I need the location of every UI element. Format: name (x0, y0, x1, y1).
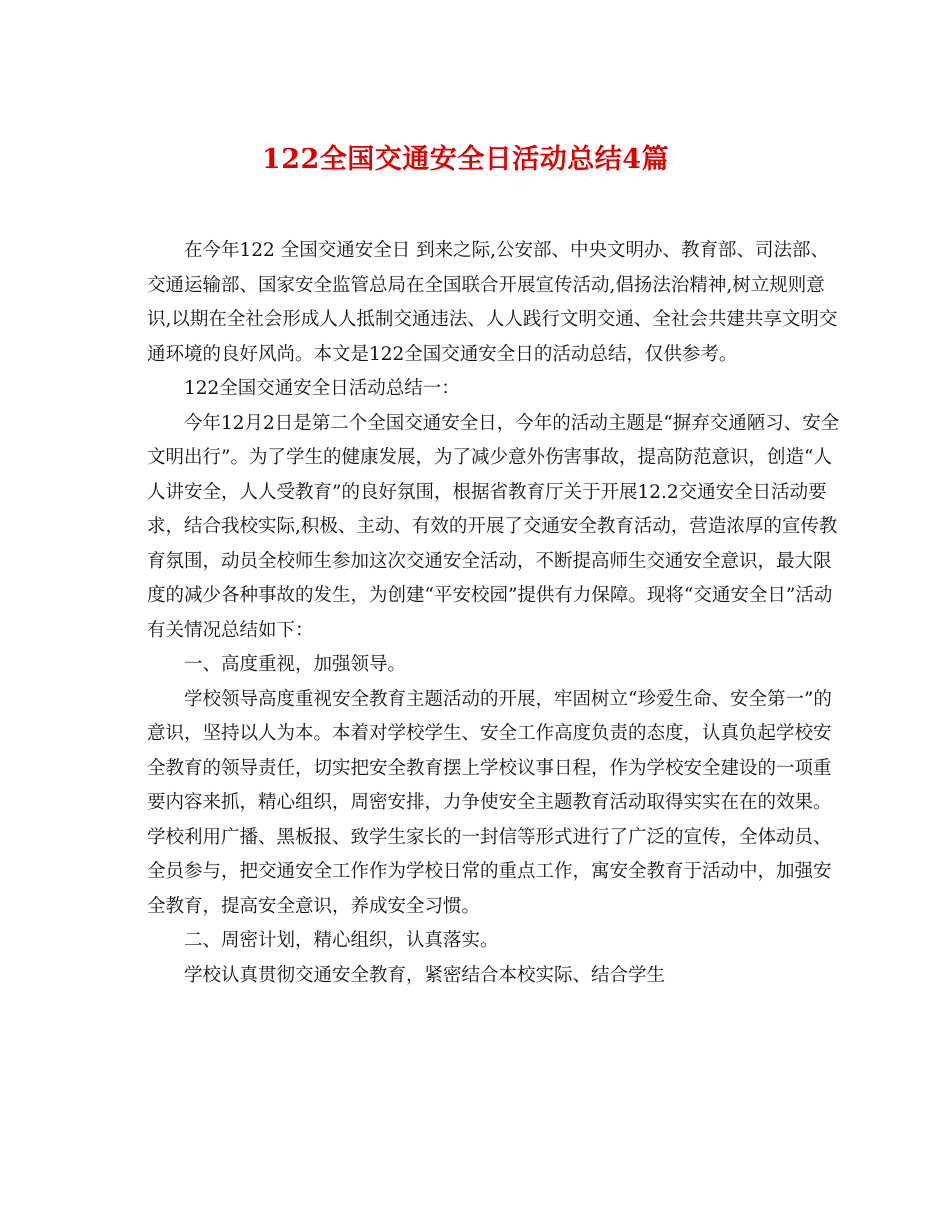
subheading-leadership: 一、高度重视，加强领导。 (184, 654, 407, 675)
section-heading-summary-one: 122全国交通安全日活动总结一： (184, 378, 460, 399)
document-title: 122全国交通安全日活动总结4篇 (261, 144, 670, 175)
summary-one-paragraph: 今年12月2日是第二个全国交通安全日，今年的活动主题是“摒弃交通陋习、安全文明出行”。为了学生的健康发展，为了减少意外伤害事故，提高防范意识，创造“人人讲安全，人人受教育”的良好氛围，根据省教育厅关于开展12.2交通安全日活动要求，结合我校实际,积极、主动、有效的开展了交通安全教育活动，营造浓厚的宣传教育氛围，动员全校师生参加这次交通安全活动，不断提高师生交通安全意识，最大限度的减少各种事故的发生，为创建“平安校园”提供有力保障。现将“交通安全日”活动有关情况总结如下： (147, 412, 840, 641)
planning-paragraph: 学校认真贯彻交通安全教育，紧密结合本校实际、结合学生 (184, 964, 666, 986)
leadership-paragraph: 学校领导高度重视安全教育主题活动的开展，牢固树立“珍爱生命、安全第一”的意识，坚持以人为本。本着对学校学生、安全工作高度负责的态度，认真负起学校安全教育的领导责任，切实把安全教育摆上学校议事日程，作为学校安全建设的一项重要内容来抓，精心组织，周密安排，力争使安全主题教育活动取得实实在在的效果。学校利用广播、黑板报、致学生家长的一封信等形式进行了广泛的宣传，全体动员、全员参与，把交通安全工作作为学校日常的重点工作，寓安全教育于活动中，加强安全教育，提高安全意识，养成安全习惯。 (147, 688, 832, 917)
document-body (147, 234, 840, 993)
subheading-planning: 二、周密计划，精心组织，认真落实。 (184, 930, 499, 951)
intro-paragraph: 在今年122 全国交通安全日 到来之际,公安部、中央文明办、教育部、司法部、交通运输部、国家安全监管总局在全国联合开展宣传活动,倡扬法治精神,树立规则意识,以期在全社会形成人人抵制交通违法、人人践行文明交通、全社会共建共享文明交通环境的良好风尚。本文是122全国交通安全日的活动总结，仅供参考。 (147, 240, 838, 365)
